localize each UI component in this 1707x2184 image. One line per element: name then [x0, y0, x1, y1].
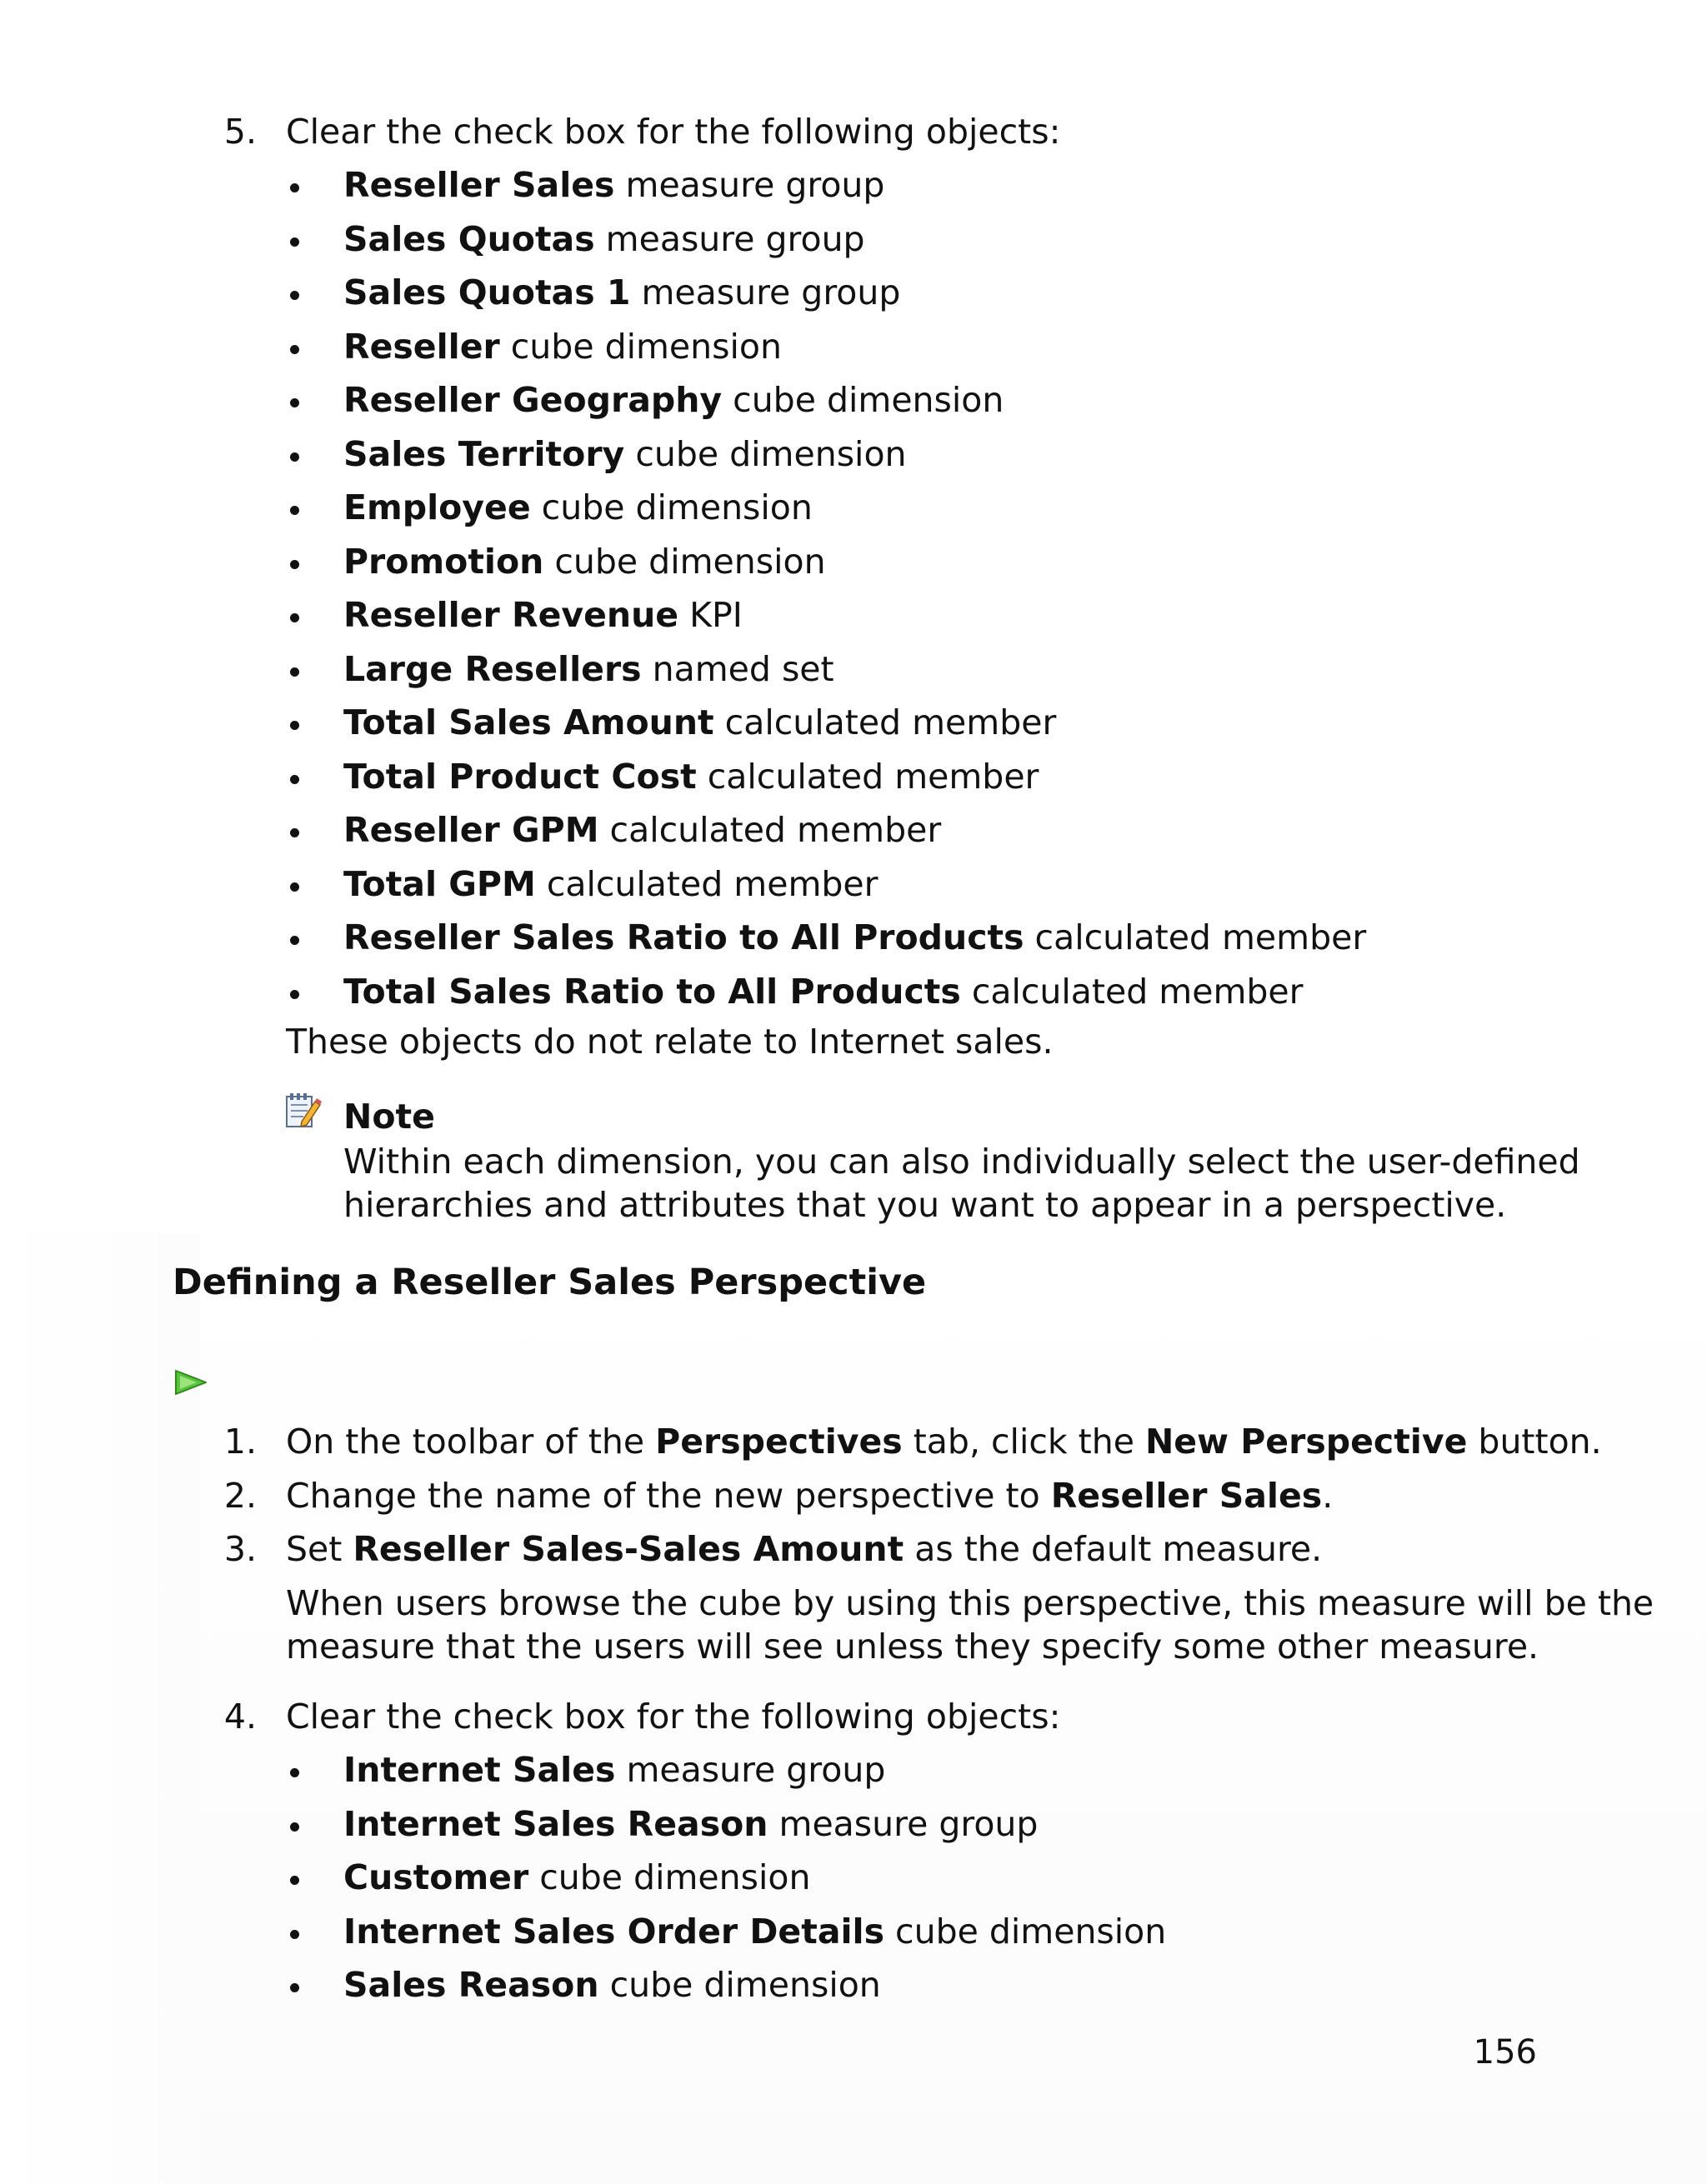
step-text-part: button.	[1467, 1422, 1602, 1462]
step-5-item	[343, 327, 782, 367]
step-text: Clear the check box for the following objects:	[286, 1697, 1061, 1737]
step-4-item	[343, 1912, 1166, 1952]
step-text	[286, 1529, 1322, 1570]
bullet-item-bold: Employee	[343, 487, 531, 527]
step-5-item	[343, 434, 907, 475]
step-5-item	[343, 702, 1056, 743]
bullet-dot	[290, 1983, 299, 1992]
step-text	[286, 1476, 1333, 1517]
bullet-item-rest: cube dimension	[598, 1965, 881, 2005]
step-text-part: On the toolbar of the	[286, 1422, 656, 1462]
step-5-item	[343, 272, 900, 313]
bullet-item-rest: measure group	[768, 1803, 1039, 1844]
bullet-dot	[290, 667, 299, 677]
step-text-bold: New Perspective	[1144, 1422, 1468, 1462]
step-number: 4.	[223, 1697, 257, 1737]
bullet-item-rest: measure group	[594, 218, 865, 259]
bullet-item-bold: Reseller Revenue	[343, 595, 679, 635]
bullet-item-rest: named set	[641, 648, 834, 689]
bullet-dot	[290, 775, 299, 784]
bullet-dot	[290, 506, 299, 515]
step-5-item	[343, 380, 1004, 421]
step-detail-line: When users browse the cube by using this perspective, this measure will be the	[286, 1583, 1654, 1623]
bullet-item-bold: Internet Sales Order Details	[343, 1911, 885, 1952]
step-text-part: as the default measure.	[904, 1529, 1323, 1569]
bullet-dot	[290, 828, 299, 837]
bullet-item-bold: Reseller GPM	[343, 810, 599, 850]
bullet-item-bold: Reseller	[343, 326, 500, 367]
bullet-dot	[290, 183, 299, 192]
step-5-item	[343, 595, 743, 636]
step-5-item	[343, 487, 813, 528]
bullet-dot	[290, 1876, 299, 1885]
bullet-dot	[290, 936, 299, 945]
bullet-dot	[290, 1930, 299, 1939]
bullet-item-rest: calculated member	[535, 863, 879, 904]
bullet-item-bold: Sales Reason	[343, 1965, 599, 2005]
bullet-item-bold: Internet Sales	[343, 1750, 616, 1790]
bullet-item-rest: cube dimension	[624, 433, 907, 474]
step-4-item	[343, 1750, 885, 1791]
bullet-item-bold: Sales Quotas 1	[343, 272, 631, 312]
step-text-bold: Reseller Sales-Sales Amount	[353, 1529, 904, 1569]
bullet-dot	[290, 291, 299, 300]
bullet-dot	[290, 1768, 299, 1777]
bullet-dot	[290, 613, 299, 622]
bullet-item-rest: measure group	[614, 165, 885, 205]
step-4-item	[343, 1965, 881, 2006]
bullet-item-bold: Promotion	[343, 541, 544, 582]
bullet-item-rest: calculated member	[960, 971, 1304, 1012]
note-line-2: hierarchies and attributes that you want to appear in a perspective.	[343, 1185, 1507, 1225]
bullet-item-rest: measure group	[630, 272, 901, 312]
bullet-dot	[290, 560, 299, 569]
step-text-bold: Reseller Sales	[1050, 1476, 1323, 1516]
bullet-item-rest: calculated member	[598, 810, 942, 850]
bullet-dot	[290, 345, 299, 354]
note-title: Note	[343, 1097, 435, 1137]
step-text-part: Change the name of the new perspective to	[286, 1476, 1051, 1516]
page-shading-left	[0, 1233, 200, 2184]
bullet-item-bold: Reseller Geography	[343, 380, 723, 420]
bullet-item-rest: cube dimension	[499, 326, 782, 367]
bullet-dot	[290, 237, 299, 247]
bullet-item-bold: Reseller Sales	[343, 165, 615, 205]
bullet-dot	[290, 398, 299, 407]
bullet-item-rest: cube dimension	[528, 1857, 811, 1897]
bullet-item-bold: Internet Sales Reason	[343, 1803, 768, 1844]
bullet-dot	[290, 990, 299, 999]
bullet-dot	[290, 882, 299, 892]
step-number: 1.	[223, 1422, 257, 1462]
bullet-item-rest: cube dimension	[543, 541, 826, 582]
step-4-item	[343, 1857, 810, 1898]
page-number: 156	[1473, 2033, 1537, 2072]
bullet-item-bold: Total GPM	[343, 863, 536, 904]
bullet-item-rest: calculated member	[713, 702, 1057, 742]
bullet-dot	[290, 721, 299, 730]
step-5-item	[343, 917, 1366, 958]
step-5-item	[343, 810, 941, 851]
bullet-item-rest: measure group	[615, 1750, 886, 1790]
step-5-item	[343, 972, 1304, 1012]
bullet-dot	[290, 452, 299, 462]
step-5-item	[343, 757, 1039, 797]
step-5-after-text: These objects do not relate to Internet sales.	[286, 1022, 1054, 1062]
bullet-item-bold: Sales Quotas	[343, 218, 595, 259]
note-pad-icon	[283, 1092, 322, 1130]
bullet-item-rest: cube dimension	[884, 1911, 1167, 1952]
bullet-item-bold: Reseller Sales Ratio to All Products	[343, 917, 1024, 957]
step-text-part: tab, click the	[902, 1422, 1145, 1462]
step-4-item	[343, 1804, 1038, 1845]
bullet-item-bold: Customer	[343, 1857, 529, 1897]
note-line-1: Within each dimension, you can also individually select the user-defined	[343, 1142, 1580, 1182]
bullet-item-rest: cube dimension	[530, 487, 813, 527]
bullet-item-bold: Total Sales Amount	[343, 702, 714, 742]
bullet-item-rest: calculated member	[696, 756, 1039, 797]
bullet-item-bold: Large Resellers	[343, 648, 642, 689]
bullet-item-bold: Total Sales Ratio to All Products	[343, 971, 961, 1012]
bullet-item-bold: Sales Territory	[343, 433, 625, 474]
step-number: 3.	[223, 1529, 257, 1569]
step-text-bold: Perspectives	[655, 1422, 903, 1462]
step-5-item	[343, 864, 879, 905]
bullet-item-rest: cube dimension	[722, 380, 1004, 420]
step-5-item	[343, 165, 884, 206]
step-text-part: .	[1322, 1476, 1334, 1516]
step-text	[286, 1422, 1602, 1462]
bullet-dot	[290, 1822, 299, 1832]
step-detail-line: measure that the users will see unless they specify some other measure.	[286, 1627, 1539, 1667]
step-number: 2.	[223, 1476, 257, 1516]
step-5-item	[343, 649, 834, 690]
bullet-item-rest: calculated member	[1024, 917, 1367, 957]
green-arrow-icon	[173, 1368, 208, 1397]
bullet-item-bold: Total Product Cost	[343, 756, 697, 797]
section-heading: Defining a Reseller Sales Perspective	[173, 1262, 927, 1303]
bullet-item-rest: KPI	[678, 595, 743, 635]
step-5-item	[343, 542, 826, 582]
step-5-number: 5.	[223, 112, 257, 152]
step-5-item	[343, 219, 865, 260]
step-text-part: Set	[286, 1529, 353, 1569]
step-5-text: Clear the check box for the following objects:	[286, 112, 1061, 152]
